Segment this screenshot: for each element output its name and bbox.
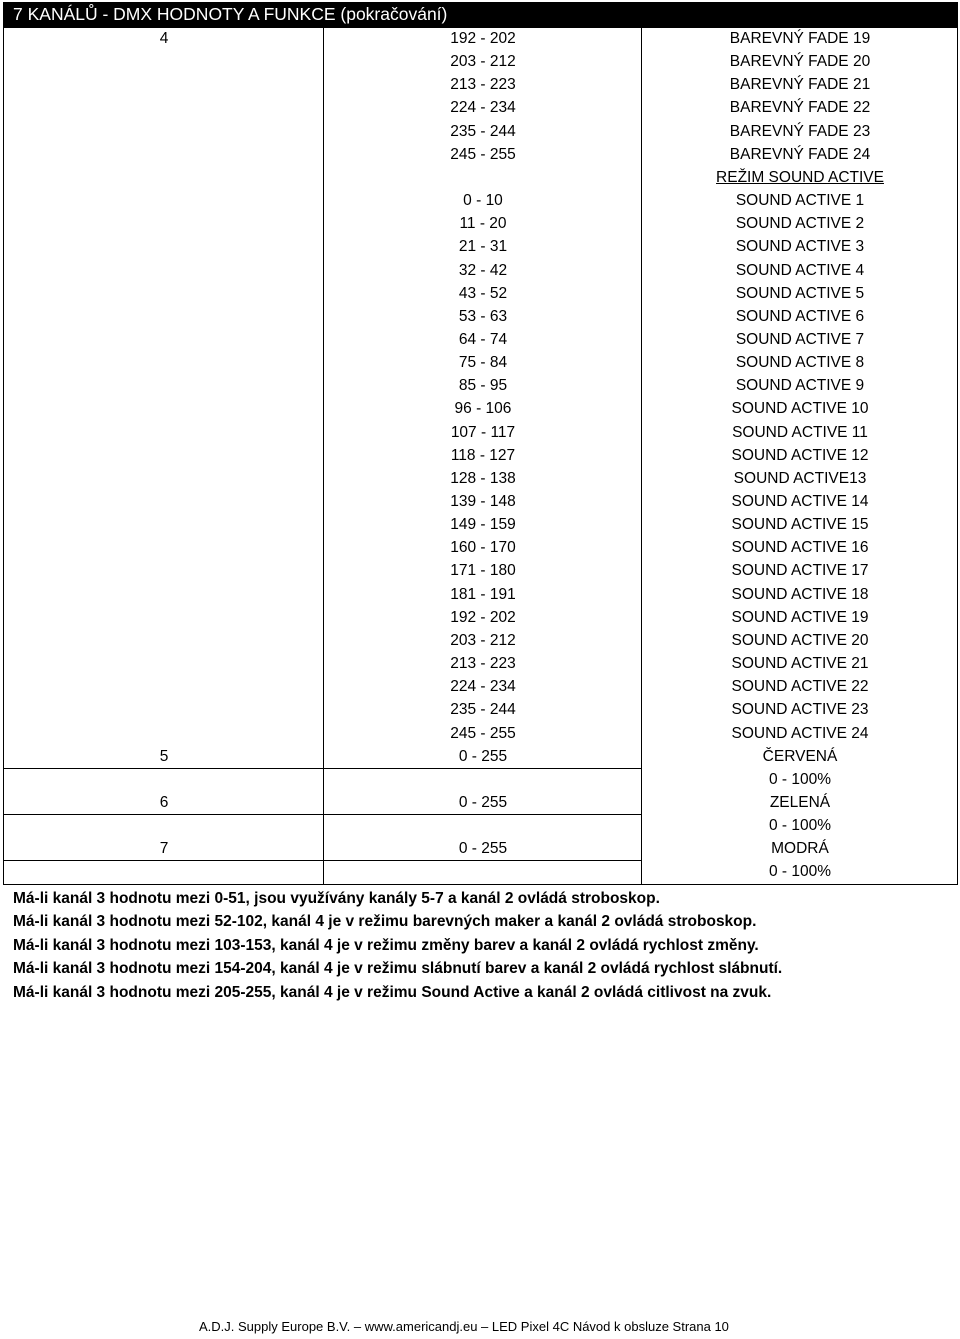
table-cell-value: 235 - 244 xyxy=(450,122,516,140)
table-cell-function: BAREVNÝ FADE 22 xyxy=(729,99,871,117)
table-cell-value: 0 - 255 xyxy=(458,747,508,765)
table-cell-function: 0 - 100% xyxy=(768,770,832,788)
table-cell-channel: 4 xyxy=(159,30,169,47)
table-cell-value: 0 - 255 xyxy=(458,840,508,858)
table-cell-function: REŽIM SOUND ACTIVE xyxy=(716,168,884,186)
table-cell-value: 149 - 159 xyxy=(450,516,516,534)
table-cell-value: 245 - 255 xyxy=(450,724,516,742)
table-cell-channel: 7 xyxy=(159,840,169,858)
table-cell-value: 53 - 63 xyxy=(458,307,508,325)
table-cell-value: 139 - 148 xyxy=(450,493,516,510)
table-cell-function: SOUND ACTIVE 24 xyxy=(731,724,869,742)
table-cell-function: SOUND ACTIVE 22 xyxy=(731,678,869,696)
table-cell-function: BAREVNÝ FADE 20 xyxy=(729,53,871,71)
table-cell-value: 224 - 234 xyxy=(450,99,516,117)
table-cell-value: 224 - 234 xyxy=(450,678,516,696)
table-cell-value: 43 - 52 xyxy=(458,284,508,302)
table-cell-function: SOUND ACTIVE 16 xyxy=(731,539,869,557)
table-cell-function: SOUND ACTIVE 11 xyxy=(732,423,868,441)
row-divider-ch5 xyxy=(4,768,642,769)
section-header: 7 KANÁLŮ - DMX HODNOTY A FUNKCE (pokračování) xyxy=(3,2,958,27)
table-cell-value: 11 - 20 xyxy=(459,215,507,233)
table-cell-function: SOUND ACTIVE 2 xyxy=(735,215,865,233)
table-cell-function: 0 - 100% xyxy=(768,863,832,881)
table-cell-function: SOUND ACTIVE 19 xyxy=(731,608,869,626)
table-cell-value: 203 - 212 xyxy=(450,53,516,71)
table-cell-function: SOUND ACTIVE 5 xyxy=(735,284,865,302)
table-cell-function: SOUND ACTIVE 6 xyxy=(735,307,865,325)
table-cell-function: BAREVNÝ FADE 19 xyxy=(729,30,871,47)
table-cell-function: SOUND ACTIVE 4 xyxy=(735,261,865,279)
table-cell-value: 192 - 202 xyxy=(450,608,516,626)
table-cell-function: MODRÁ xyxy=(771,840,829,858)
table-cell-channel: 5 xyxy=(159,747,169,765)
table-cell-value: 245 - 255 xyxy=(450,145,516,163)
table-cell-function: SOUND ACTIVE 18 xyxy=(731,585,869,603)
note-line: Má-li kanál 3 hodnotu mezi 205-255, kanál 4 je v režimu Sound Active a kanál 2 ovládá citlivost na zvuk. xyxy=(13,983,772,1001)
table-cell-value: 128 - 138 xyxy=(450,469,516,487)
note-line: Má-li kanál 3 hodnotu mezi 52-102, kanál 4 je v režimu barevných maker a kanál 2 ovládá stroboskop. xyxy=(13,913,757,931)
table-cell-channel: 6 xyxy=(159,793,169,811)
table-cell-function: SOUND ACTIVE 9 xyxy=(735,377,865,395)
note-line: Má-li kanál 3 hodnotu mezi 103-153, kanál 4 je v režimu změny barev a kanál 2 ovládá rychlost změny. xyxy=(13,936,759,954)
table-cell-value: 171 - 180 xyxy=(450,562,516,580)
table-cell-function: SOUND ACTIVE 8 xyxy=(735,354,865,372)
table-cell-function: SOUND ACTIVE 14 xyxy=(731,493,869,510)
table-cell-function: BAREVNÝ FADE 24 xyxy=(729,145,871,163)
table-cell-function: SOUND ACTIVE13 xyxy=(733,469,867,487)
table-cell-function: SOUND ACTIVE 20 xyxy=(731,631,869,649)
note-line: Má-li kanál 3 hodnotu mezi 154-204, kanál 4 je v režimu slábnutí barev a kanál 2 ovládá rychlost slábnutí. xyxy=(13,960,783,978)
table-cell-value: 64 - 74 xyxy=(458,330,508,348)
table-cell-value: 107 - 117 xyxy=(450,423,516,441)
table-cell-value: 235 - 244 xyxy=(450,701,516,719)
page-footer: A.D.J. Supply Europe B.V. – www.americandj.eu – LED Pixel 4C Návod k obsluze Strana 10 xyxy=(199,1319,729,1334)
table-cell-function: SOUND ACTIVE 23 xyxy=(731,701,869,719)
table-cell-function: SOUND ACTIVE 17 xyxy=(731,562,869,580)
table-cell-function: SOUND ACTIVE 12 xyxy=(731,446,869,464)
table-cell-function: 0 - 100% xyxy=(768,817,832,835)
table-cell-value: 213 - 223 xyxy=(450,76,516,94)
table-cell-function: SOUND ACTIVE 3 xyxy=(735,238,865,256)
table-cell-function: BAREVNÝ FADE 23 xyxy=(729,122,871,140)
table-cell-value: 203 - 212 xyxy=(450,631,516,649)
table-cell-value: 0 - 10 xyxy=(463,192,503,210)
table-cell-value: 213 - 223 xyxy=(450,655,516,673)
table-cell-value: 85 - 95 xyxy=(458,377,508,395)
row-divider-ch6 xyxy=(4,814,642,815)
table-cell-function: ZELENÁ xyxy=(769,793,831,811)
table-cell-value: 21 - 31 xyxy=(458,238,508,256)
table-cell-value: 32 - 42 xyxy=(458,261,508,279)
table-cell-function: SOUND ACTIVE 1 xyxy=(735,192,865,210)
table-cell-function: SOUND ACTIVE 15 xyxy=(731,516,869,534)
dmx-values-table xyxy=(3,27,958,885)
table-cell-value: 0 - 255 xyxy=(458,793,508,811)
note-line: Má-li kanál 3 hodnotu mezi 0-51, jsou využívány kanály 5-7 a kanál 2 ovládá stroboskop. xyxy=(13,890,660,907)
notes-block xyxy=(13,887,953,1004)
table-cell-value: 118 - 127 xyxy=(450,446,516,464)
table-cell-function: ČERVENÁ xyxy=(762,747,838,765)
table-cell-function: SOUND ACTIVE 7 xyxy=(735,330,865,348)
table-cell-value: 192 - 202 xyxy=(450,30,516,47)
table-cell-function: BAREVNÝ FADE 21 xyxy=(729,76,871,94)
table-cell-value: 96 - 106 xyxy=(454,400,512,418)
table-cell-value: 181 - 191 xyxy=(450,585,516,603)
table-cell-function: SOUND ACTIVE 10 xyxy=(731,400,869,418)
table-cell-value: 75 - 84 xyxy=(458,354,508,372)
table-cell-function: SOUND ACTIVE 21 xyxy=(731,655,869,673)
table-cell-value: 160 - 170 xyxy=(450,539,516,557)
